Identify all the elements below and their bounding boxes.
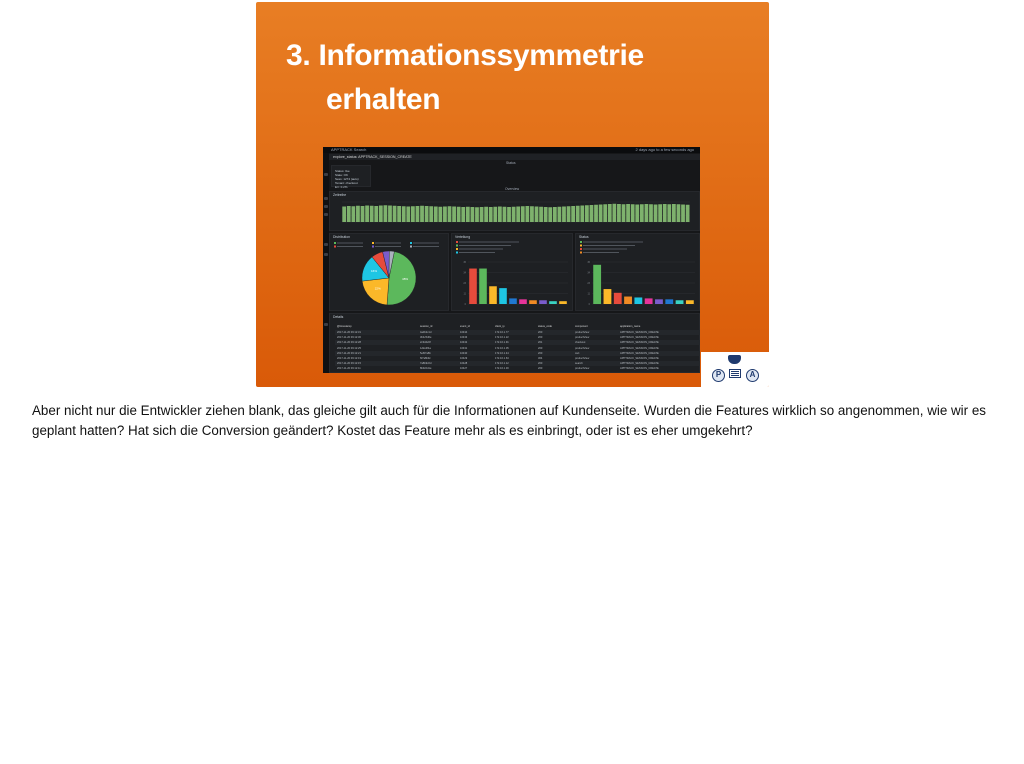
timeline-bar bbox=[663, 204, 667, 222]
timeline-bar bbox=[571, 206, 575, 222]
timeline-bar bbox=[562, 207, 566, 223]
pie-slice-label: 16% bbox=[370, 268, 378, 273]
timeline-bar bbox=[686, 205, 690, 222]
table-cell: productView bbox=[575, 357, 590, 360]
table-cell: productView bbox=[575, 367, 590, 371]
timeline-bar bbox=[471, 207, 475, 222]
timeline-bar bbox=[370, 206, 374, 222]
bar bbox=[614, 293, 622, 304]
table-cell: 304 bbox=[538, 357, 543, 360]
bar-panel-2 bbox=[575, 233, 700, 311]
section-status: Status bbox=[506, 161, 516, 165]
timeline-bar bbox=[393, 206, 397, 222]
timeline-bar bbox=[480, 207, 484, 222]
table-cell: search bbox=[575, 362, 583, 366]
table-cell: 200 bbox=[538, 367, 543, 371]
bar bbox=[665, 299, 673, 304]
bar-legend-text bbox=[459, 252, 495, 253]
table-cell: 172.16.1.91 bbox=[495, 341, 509, 345]
bar bbox=[676, 300, 684, 304]
timeline-bar bbox=[649, 204, 653, 222]
table-cell: 10430 bbox=[460, 351, 468, 355]
timeline-bar bbox=[384, 205, 388, 222]
sidebar-icon bbox=[324, 253, 328, 256]
table-cell: APPTRACK_SESSION_CREATE bbox=[620, 357, 659, 360]
bar1-title: Verteilung bbox=[455, 235, 471, 239]
bar bbox=[479, 269, 487, 304]
bar-tick-label: 11 bbox=[587, 292, 590, 296]
timeline-bar bbox=[667, 204, 671, 222]
bar-legend-text bbox=[583, 249, 627, 250]
timeline-bar bbox=[406, 207, 410, 223]
bar-tick-label: 23 bbox=[463, 282, 466, 285]
timeline-bar bbox=[525, 206, 529, 222]
bar-tick-label: 23 bbox=[587, 282, 590, 285]
bar bbox=[655, 299, 663, 304]
pie-legend-swatch bbox=[410, 242, 412, 244]
pie-legend-swatch bbox=[334, 246, 336, 248]
table-title: Details bbox=[333, 315, 344, 319]
bar bbox=[645, 298, 653, 304]
bar-chart-2 bbox=[576, 234, 699, 310]
table-cell: 200 bbox=[538, 362, 543, 366]
bar bbox=[499, 288, 507, 304]
bar bbox=[519, 299, 527, 304]
table-cell: 172.16.1.05 bbox=[495, 346, 509, 350]
bar-legend-swatch bbox=[456, 248, 458, 250]
bar-tick-label: 11 bbox=[463, 292, 466, 296]
bar bbox=[559, 301, 567, 304]
table-cell: 2c3d4e5f bbox=[420, 341, 431, 345]
table-cell: 200 bbox=[538, 336, 543, 340]
table-header-cell: @timestamp bbox=[337, 325, 352, 328]
timeline-bar bbox=[558, 207, 562, 222]
timeline-bar bbox=[452, 207, 456, 223]
timeline-bar bbox=[397, 206, 401, 222]
dashboard-topbar bbox=[323, 147, 700, 153]
timeline-bar bbox=[466, 207, 470, 222]
table-row[interactable] bbox=[335, 366, 700, 371]
timeline-bar bbox=[489, 207, 493, 222]
table-cell: APPTRACK_SESSION_CREATE bbox=[620, 362, 659, 366]
bar bbox=[489, 286, 497, 304]
bar-tick-label: 45 bbox=[587, 261, 590, 264]
pie-slice-label: 22% bbox=[374, 286, 381, 291]
table-header-cell: status_code bbox=[538, 325, 552, 328]
table-header-row bbox=[335, 324, 700, 329]
dashboard-time-range: 2 days ago to a few seconds ago bbox=[635, 147, 694, 152]
bar bbox=[549, 301, 557, 304]
bar-legend-swatch bbox=[456, 252, 458, 254]
table-header-cell: component bbox=[575, 325, 588, 328]
bar bbox=[509, 298, 517, 304]
pie-legend-text bbox=[375, 243, 401, 244]
table-cell: cart bbox=[575, 351, 580, 355]
timeline-bar bbox=[443, 207, 447, 223]
bar-tick-label: 34 bbox=[463, 271, 466, 275]
logo-crest-icon bbox=[728, 355, 741, 364]
table-cell: 7a8b9c0d bbox=[420, 362, 432, 366]
table-header-cell: session_id bbox=[420, 325, 433, 328]
bar-tick-label: 0 bbox=[464, 303, 466, 306]
stat-line: Err: 0.2% bbox=[335, 185, 348, 189]
timeline-bar bbox=[658, 204, 662, 222]
timeline-bar bbox=[645, 204, 649, 222]
bar-legend-swatch bbox=[456, 245, 458, 247]
timeline-bar bbox=[448, 206, 452, 222]
stat-panel bbox=[331, 165, 371, 187]
timeline-bar bbox=[356, 206, 360, 222]
timeline-bar bbox=[544, 207, 548, 222]
timeline-bar bbox=[635, 205, 639, 223]
timeline-bar bbox=[594, 205, 598, 222]
timeline-bar bbox=[631, 204, 635, 222]
bar bbox=[634, 297, 642, 304]
table-cell: 2017-11-20 09:12:31 bbox=[337, 331, 361, 334]
table-cell: 2017-11-20 09:12:21 bbox=[337, 351, 361, 355]
timeline-bar bbox=[461, 207, 465, 222]
bar-legend-swatch bbox=[580, 245, 582, 247]
table-cell: 5e6f7a8b bbox=[420, 351, 431, 355]
bar-legend-swatch bbox=[580, 241, 582, 243]
table-cell: 8b9c0d1e bbox=[420, 367, 432, 371]
pie-title: Distribution bbox=[333, 235, 350, 239]
timeline-bar bbox=[379, 206, 383, 223]
pie-legend-swatch bbox=[410, 246, 412, 248]
table-cell: 172.16.1.22 bbox=[495, 336, 509, 340]
timeline-bar bbox=[507, 207, 511, 222]
timeline-bar bbox=[516, 207, 520, 223]
bar bbox=[604, 289, 612, 304]
section-overview: Overview bbox=[505, 187, 520, 191]
stat-line: Status: live bbox=[335, 169, 350, 173]
timeline-bar bbox=[503, 207, 507, 222]
slide bbox=[256, 2, 769, 387]
pie-chart bbox=[330, 234, 448, 310]
timeline-bar bbox=[484, 207, 488, 222]
timeline-bar bbox=[603, 204, 607, 222]
timeline-chart bbox=[330, 192, 699, 230]
timeline-bar bbox=[535, 207, 539, 223]
pie-legend-text bbox=[337, 243, 363, 244]
table-cell: 200 bbox=[538, 331, 543, 334]
table-cell: 10434 bbox=[460, 331, 468, 334]
table-cell: APPTRACK_SESSION_CREATE bbox=[620, 341, 659, 345]
timeline-bar bbox=[493, 207, 497, 222]
timeline-bar bbox=[388, 206, 392, 223]
timeline-bar bbox=[365, 206, 369, 223]
timeline-bar bbox=[580, 206, 584, 223]
timeline-bar bbox=[590, 205, 594, 222]
bar bbox=[539, 300, 547, 304]
timeline-bar bbox=[553, 207, 557, 222]
table-cell: 172.16.1.30 bbox=[495, 367, 509, 371]
table-cell: 3b4c5d6e bbox=[420, 336, 432, 340]
bar-legend-text bbox=[583, 245, 635, 246]
timeline-bar bbox=[567, 206, 571, 222]
bar-legend-text bbox=[583, 252, 619, 253]
timeline-title: Zeitreihe bbox=[333, 193, 347, 197]
slide-title-line-1: 3. Informationssymmetrie bbox=[286, 39, 644, 72]
bar-legend-swatch bbox=[456, 241, 458, 243]
table-cell: 10432 bbox=[460, 341, 468, 345]
bar bbox=[529, 300, 537, 304]
timeline-bar bbox=[457, 207, 461, 222]
logo-book-icon bbox=[729, 369, 741, 378]
table-cell: 2017-11-20 09:12:25 bbox=[337, 346, 361, 350]
table-cell: 4a3b2c1d bbox=[420, 331, 432, 334]
table-cell: APPTRACK_SESSION_CREATE bbox=[620, 336, 659, 340]
timeline-panel bbox=[329, 191, 700, 231]
timeline-bar bbox=[608, 204, 612, 222]
timeline-bar bbox=[612, 204, 616, 222]
timeline-bar bbox=[475, 207, 479, 222]
timeline-bar bbox=[672, 204, 676, 222]
dashboard-screenshot bbox=[323, 147, 700, 373]
timeline-bar bbox=[347, 206, 351, 222]
timeline-bar bbox=[416, 206, 420, 222]
bar bbox=[469, 269, 477, 304]
timeline-bar bbox=[626, 204, 630, 222]
table-cell: APPTRACK_SESSION_CREATE bbox=[620, 351, 659, 355]
pie-slice-label: 48% bbox=[402, 277, 409, 282]
bar-tick-label: 0 bbox=[588, 303, 590, 306]
bar bbox=[686, 300, 694, 304]
table-cell: 1d2e3f4a bbox=[420, 346, 431, 350]
timeline-bar bbox=[402, 206, 406, 222]
table-cell: 172.16.1.63 bbox=[495, 357, 509, 360]
timeline-bar bbox=[548, 207, 552, 222]
table-cell: 172.16.1.77 bbox=[495, 331, 509, 334]
table-cell: APPTRACK_SESSION_CREATE bbox=[620, 346, 659, 350]
bar-legend-swatch bbox=[580, 248, 582, 250]
table-cell: 2017-11-20 09:12:30 bbox=[337, 336, 361, 340]
sidebar-icon bbox=[324, 205, 328, 208]
pie-legend-text bbox=[337, 246, 363, 247]
timeline-bar bbox=[521, 206, 525, 222]
timeline-bar bbox=[677, 204, 681, 222]
bar-chart-1 bbox=[452, 234, 572, 310]
bar-legend-text bbox=[459, 242, 519, 243]
dashboard-app-name: APPTRACK Search bbox=[331, 147, 367, 152]
table-cell: 10428 bbox=[460, 362, 468, 366]
table-cell: 2017-11-20 09:12:19 bbox=[337, 357, 361, 360]
table-cell: 10433 bbox=[460, 336, 468, 340]
pie-slice bbox=[362, 278, 389, 305]
table-cell: 2017-11-20 09:12:11 bbox=[337, 367, 361, 371]
timeline-bar bbox=[576, 206, 580, 222]
table-header-cell: event_id bbox=[460, 325, 470, 328]
slide-title-line-2: erhalten bbox=[326, 83, 441, 116]
table-cell: APPTRACK_SESSION_CREATE bbox=[620, 331, 659, 334]
sidebar-icon bbox=[324, 197, 328, 200]
stat-line: Tenant: checkout bbox=[335, 181, 358, 185]
dashboard-toolbar bbox=[329, 154, 700, 160]
table-cell: 172.16.1.12 bbox=[495, 362, 509, 366]
timeline-bar bbox=[512, 207, 516, 222]
timeline-bar bbox=[411, 206, 415, 222]
timeline-bar bbox=[622, 204, 626, 222]
table-cell: 200 bbox=[538, 346, 543, 350]
table-cell: 10431 bbox=[460, 346, 468, 350]
pie-panel bbox=[329, 233, 449, 311]
table-cell: 10427 bbox=[460, 367, 468, 371]
pie-legend-text bbox=[413, 243, 439, 244]
timeline-bar bbox=[438, 207, 442, 222]
logo-left-badge: P bbox=[712, 369, 725, 382]
bar-panel-1 bbox=[451, 233, 573, 311]
pie-legend-swatch bbox=[372, 242, 374, 244]
bar-tick-label: 45 bbox=[463, 261, 466, 264]
sidebar-icon bbox=[324, 173, 328, 176]
pie-legend-swatch bbox=[334, 242, 336, 244]
bar bbox=[624, 297, 632, 304]
speaker-notes: Aber nicht nur die Entwickler ziehen blank, das gleiche gilt auch für die Informationen auf Kundenseite. Wurden die Features wirklich so angenommen, wie wir es geplant hatten? Hat sich die Conversion geändert? Kostet das Feature mehr als es einbringt, oder ist es eher umgekehrt? bbox=[32, 403, 986, 438]
table-cell: 2017-11-20 09:12:15 bbox=[337, 362, 361, 366]
pie-legend-swatch bbox=[372, 246, 374, 248]
pie-legend-text bbox=[375, 246, 401, 247]
timeline-bar bbox=[342, 207, 346, 223]
table-cell: 2017-11-20 09:12:28 bbox=[337, 341, 361, 345]
timeline-bar bbox=[425, 206, 429, 222]
table-cell: 200 bbox=[538, 351, 543, 355]
bar-tick-label: 34 bbox=[587, 271, 590, 275]
timeline-bar bbox=[530, 206, 534, 222]
table-header-cell: application_name bbox=[620, 325, 641, 328]
logo-right-badge: A bbox=[746, 369, 759, 382]
table-cell: 10429 bbox=[460, 357, 468, 360]
timeline-bar bbox=[585, 205, 589, 222]
table-panel bbox=[329, 313, 700, 373]
bar-legend-text bbox=[459, 245, 511, 246]
timeline-bar bbox=[361, 206, 365, 222]
pie-legend-text bbox=[413, 246, 439, 247]
bar bbox=[593, 265, 601, 304]
stat-line: Sess: 1274 (auto) bbox=[335, 177, 359, 181]
table-cell: 172.16.1.44 bbox=[495, 351, 509, 355]
bar-legend-text bbox=[583, 242, 643, 243]
timeline-bar bbox=[420, 206, 424, 222]
timeline-bar bbox=[374, 206, 378, 222]
timeline-bar bbox=[599, 205, 603, 223]
table-cell: checkout bbox=[575, 341, 586, 345]
sidebar-icon bbox=[324, 323, 328, 326]
table-header-cell: client_ip bbox=[495, 325, 505, 328]
sidebar-icon bbox=[324, 243, 328, 246]
table-cell: productView bbox=[575, 336, 590, 340]
bar-legend-text bbox=[459, 249, 503, 250]
timeline-bar bbox=[617, 204, 621, 222]
table-cell: 201 bbox=[538, 341, 543, 345]
timeline-bar bbox=[539, 207, 543, 222]
bar2-title: Status bbox=[579, 235, 589, 239]
dashboard-toolbar-title: explore_status: APPTRACK_SESSION_CREATE bbox=[333, 155, 412, 159]
table-cell: APPTRACK_SESSION_CREATE bbox=[620, 367, 659, 371]
logo bbox=[701, 352, 769, 387]
timeline-bar bbox=[434, 207, 438, 223]
timeline-bar bbox=[351, 206, 355, 222]
bar-legend-swatch bbox=[580, 252, 582, 254]
timeline-bar bbox=[654, 205, 658, 223]
timeline-bar bbox=[498, 207, 502, 223]
slide-title bbox=[286, 34, 756, 122]
table-cell: 6f7a8b9c bbox=[420, 357, 431, 360]
timeline-bar bbox=[429, 206, 433, 222]
table-cell: productView bbox=[575, 331, 590, 334]
sidebar-icon bbox=[324, 213, 328, 216]
timeline-bar bbox=[640, 204, 644, 222]
timeline-bar bbox=[681, 205, 685, 223]
table-cell: productView bbox=[575, 346, 590, 350]
stat-line: State: OK bbox=[335, 173, 349, 177]
